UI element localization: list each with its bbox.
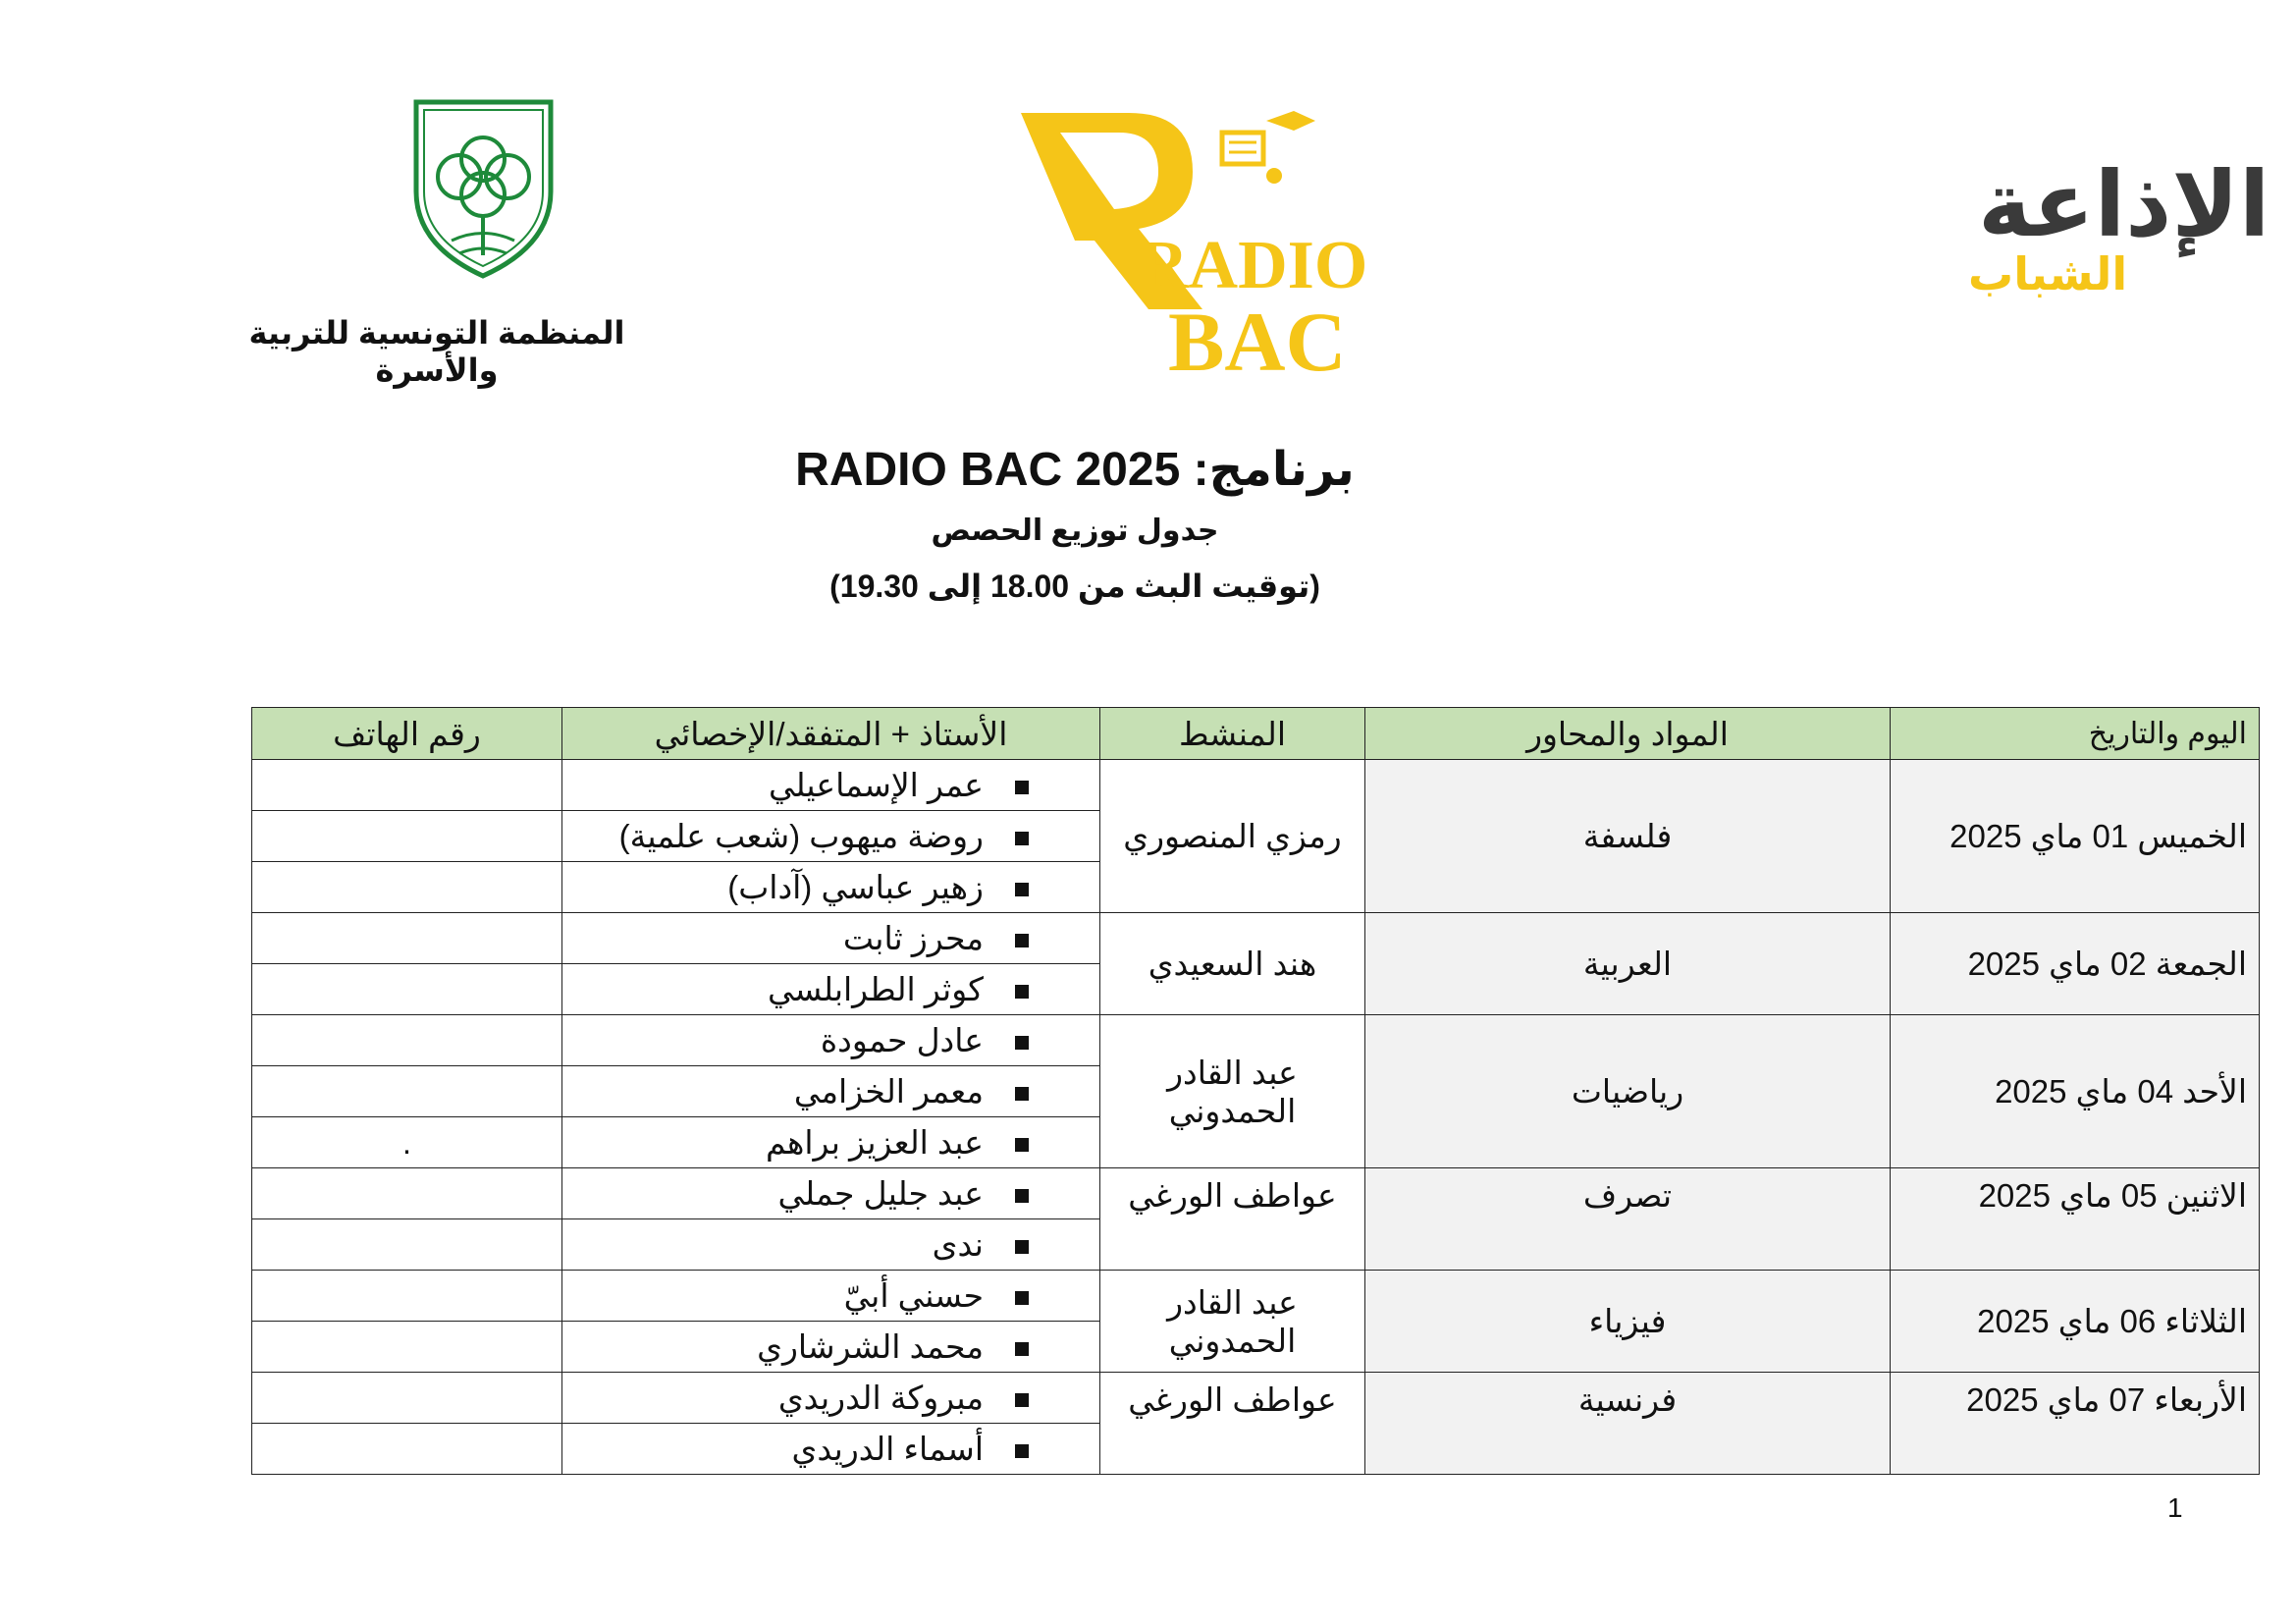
- idhaa-logo-sub: الشباب: [1968, 247, 2128, 300]
- teacher-name: مبروكة الدريدي: [777, 1380, 984, 1416]
- teacher-cell: [562, 1219, 1100, 1271]
- subject-cell: تصرف: [1365, 1168, 1891, 1271]
- teacher-name: عبد جليل جملي: [777, 1175, 984, 1212]
- teacher-name: ندى: [932, 1226, 984, 1263]
- bullet-icon: [1015, 1291, 1029, 1305]
- phone-cell: [252, 964, 562, 1015]
- teacher-cell: [562, 913, 1100, 964]
- header-host: المنشط: [1100, 708, 1365, 760]
- subject-cell: رياضيات: [1365, 1015, 1891, 1168]
- host-cell: رمزي المنصوري: [1100, 760, 1365, 913]
- teacher-cell: [562, 1322, 1100, 1373]
- teacher-name: عمر الإسماعيلي: [769, 767, 984, 803]
- idhaa-chabab-logo: [1688, 142, 2270, 300]
- phone-cell: [252, 1015, 562, 1066]
- phone-cell: [252, 1322, 562, 1373]
- date-cell: الاثنين 05 ماي 2025: [1891, 1168, 2260, 1271]
- teacher-cell: [562, 760, 1100, 811]
- table-row: [252, 1015, 2260, 1066]
- bullet-icon: [1015, 1087, 1029, 1101]
- phone-cell: [252, 1168, 562, 1219]
- host-cell: عواطف الورغي: [1100, 1373, 1365, 1475]
- schedule-table: [251, 707, 2260, 1475]
- teacher-cell: [562, 862, 1100, 913]
- broadcast-time: (توقيت البث من 18.00 إلى 19.30): [829, 568, 1320, 604]
- page-number: 1: [2167, 1492, 2183, 1523]
- teacher-cell: [562, 1271, 1100, 1322]
- teacher-cell: [562, 1168, 1100, 1219]
- subject-cell: العربية: [1365, 913, 1891, 1015]
- date-cell: الأحد 04 ماي 2025: [1891, 1015, 2260, 1168]
- phone-cell: [252, 1219, 562, 1271]
- teacher-cell: [562, 811, 1100, 862]
- subject-cell: فيزياء: [1365, 1271, 1891, 1373]
- teacher-name: محمد الشرشاري: [757, 1328, 984, 1365]
- organization-emblem-logo: [412, 98, 555, 280]
- bullet-icon: [1015, 985, 1029, 999]
- date-cell: الجمعة 02 ماي 2025: [1891, 913, 2260, 1015]
- header-subject: المواد والمحاور: [1365, 708, 1891, 760]
- bullet-icon: [1015, 1189, 1029, 1203]
- teacher-cell: [562, 1015, 1100, 1066]
- bullet-icon: [1015, 883, 1029, 896]
- phone-cell: [252, 1424, 562, 1475]
- teacher-name: زهير عباسي (آداب): [727, 869, 984, 905]
- radio-bac-logo: [1021, 103, 1394, 388]
- host-cell: عواطف الورغي: [1100, 1168, 1365, 1271]
- bullet-icon: [1015, 832, 1029, 845]
- bullet-icon: [1015, 1036, 1029, 1050]
- subject-cell: فلسفة: [1365, 760, 1891, 913]
- phone-cell: [252, 811, 562, 862]
- header-date: اليوم والتاريخ: [1891, 708, 2260, 760]
- date-cell: الثلاثاء 06 ماي 2025: [1891, 1271, 2260, 1373]
- teacher-name: عادل حمودة: [820, 1022, 984, 1058]
- radio-logo-line1: RADIO: [1139, 228, 1368, 303]
- date-cell: الخميس 01 ماي 2025: [1891, 760, 2260, 913]
- bullet-icon: [1015, 1393, 1029, 1407]
- teacher-name: محرز ثابت: [842, 920, 984, 956]
- teacher-cell: [562, 1117, 1100, 1168]
- teacher-name: معمر الخزامي: [793, 1073, 984, 1110]
- phone-cell: [252, 760, 562, 811]
- teacher-name: حسني أبيّ: [843, 1277, 984, 1314]
- table-row: [252, 1373, 2260, 1424]
- bullet-icon: [1015, 1342, 1029, 1356]
- teacher-cell: [562, 1373, 1100, 1424]
- bullet-icon: [1015, 1138, 1029, 1152]
- phone-cell: [252, 913, 562, 964]
- idhaa-logo-main: الإذاعة: [1978, 152, 2270, 257]
- teacher-cell: [562, 1066, 1100, 1117]
- bullet-icon: [1015, 1240, 1029, 1254]
- table-header-row: [252, 708, 2260, 760]
- teacher-name: أسماء الدريدي: [791, 1431, 984, 1467]
- subject-cell: فرنسية: [1365, 1373, 1891, 1475]
- organization-name: المنظمة التونسية للتربية والأسرة: [248, 315, 625, 388]
- header-teacher: الأستاذ + المتفقد/الإخصائي: [562, 708, 1100, 760]
- phone-cell: [252, 1271, 562, 1322]
- date-cell: الأربعاء 07 ماي 2025: [1891, 1373, 2260, 1475]
- phone-cell: [252, 1066, 562, 1117]
- bullet-icon: [1015, 934, 1029, 947]
- bullet-icon: [1015, 781, 1029, 794]
- bullet-icon: [1015, 1444, 1029, 1458]
- table-row: [252, 1271, 2260, 1322]
- table-row: [252, 1168, 2260, 1219]
- schedule-subtitle: جدول توزيع الحصص: [931, 514, 1219, 547]
- table-row: [252, 760, 2260, 811]
- teacher-name: كوثر الطرابلسي: [767, 971, 984, 1007]
- radio-logo-line2: BAC: [1168, 295, 1347, 389]
- teacher-cell: [562, 1424, 1100, 1475]
- phone-cell: .: [252, 1117, 562, 1168]
- phone-cell: [252, 862, 562, 913]
- header-phone: رقم الهاتف: [252, 708, 562, 760]
- table-row: [252, 913, 2260, 964]
- host-cell: عبد القادر الحمدوني: [1100, 1015, 1365, 1168]
- phone-cell: [252, 1373, 562, 1424]
- host-cell: عبد القادر الحمدوني: [1100, 1271, 1365, 1373]
- teacher-cell: [562, 964, 1100, 1015]
- teacher-name: روضة ميهوب (شعب علمية): [618, 818, 984, 854]
- host-cell: هند السعيدي: [1100, 913, 1365, 1015]
- teacher-name: عبد العزيز براهم: [766, 1124, 984, 1161]
- program-title: برنامج: RADIO BAC 2025: [795, 444, 1355, 496]
